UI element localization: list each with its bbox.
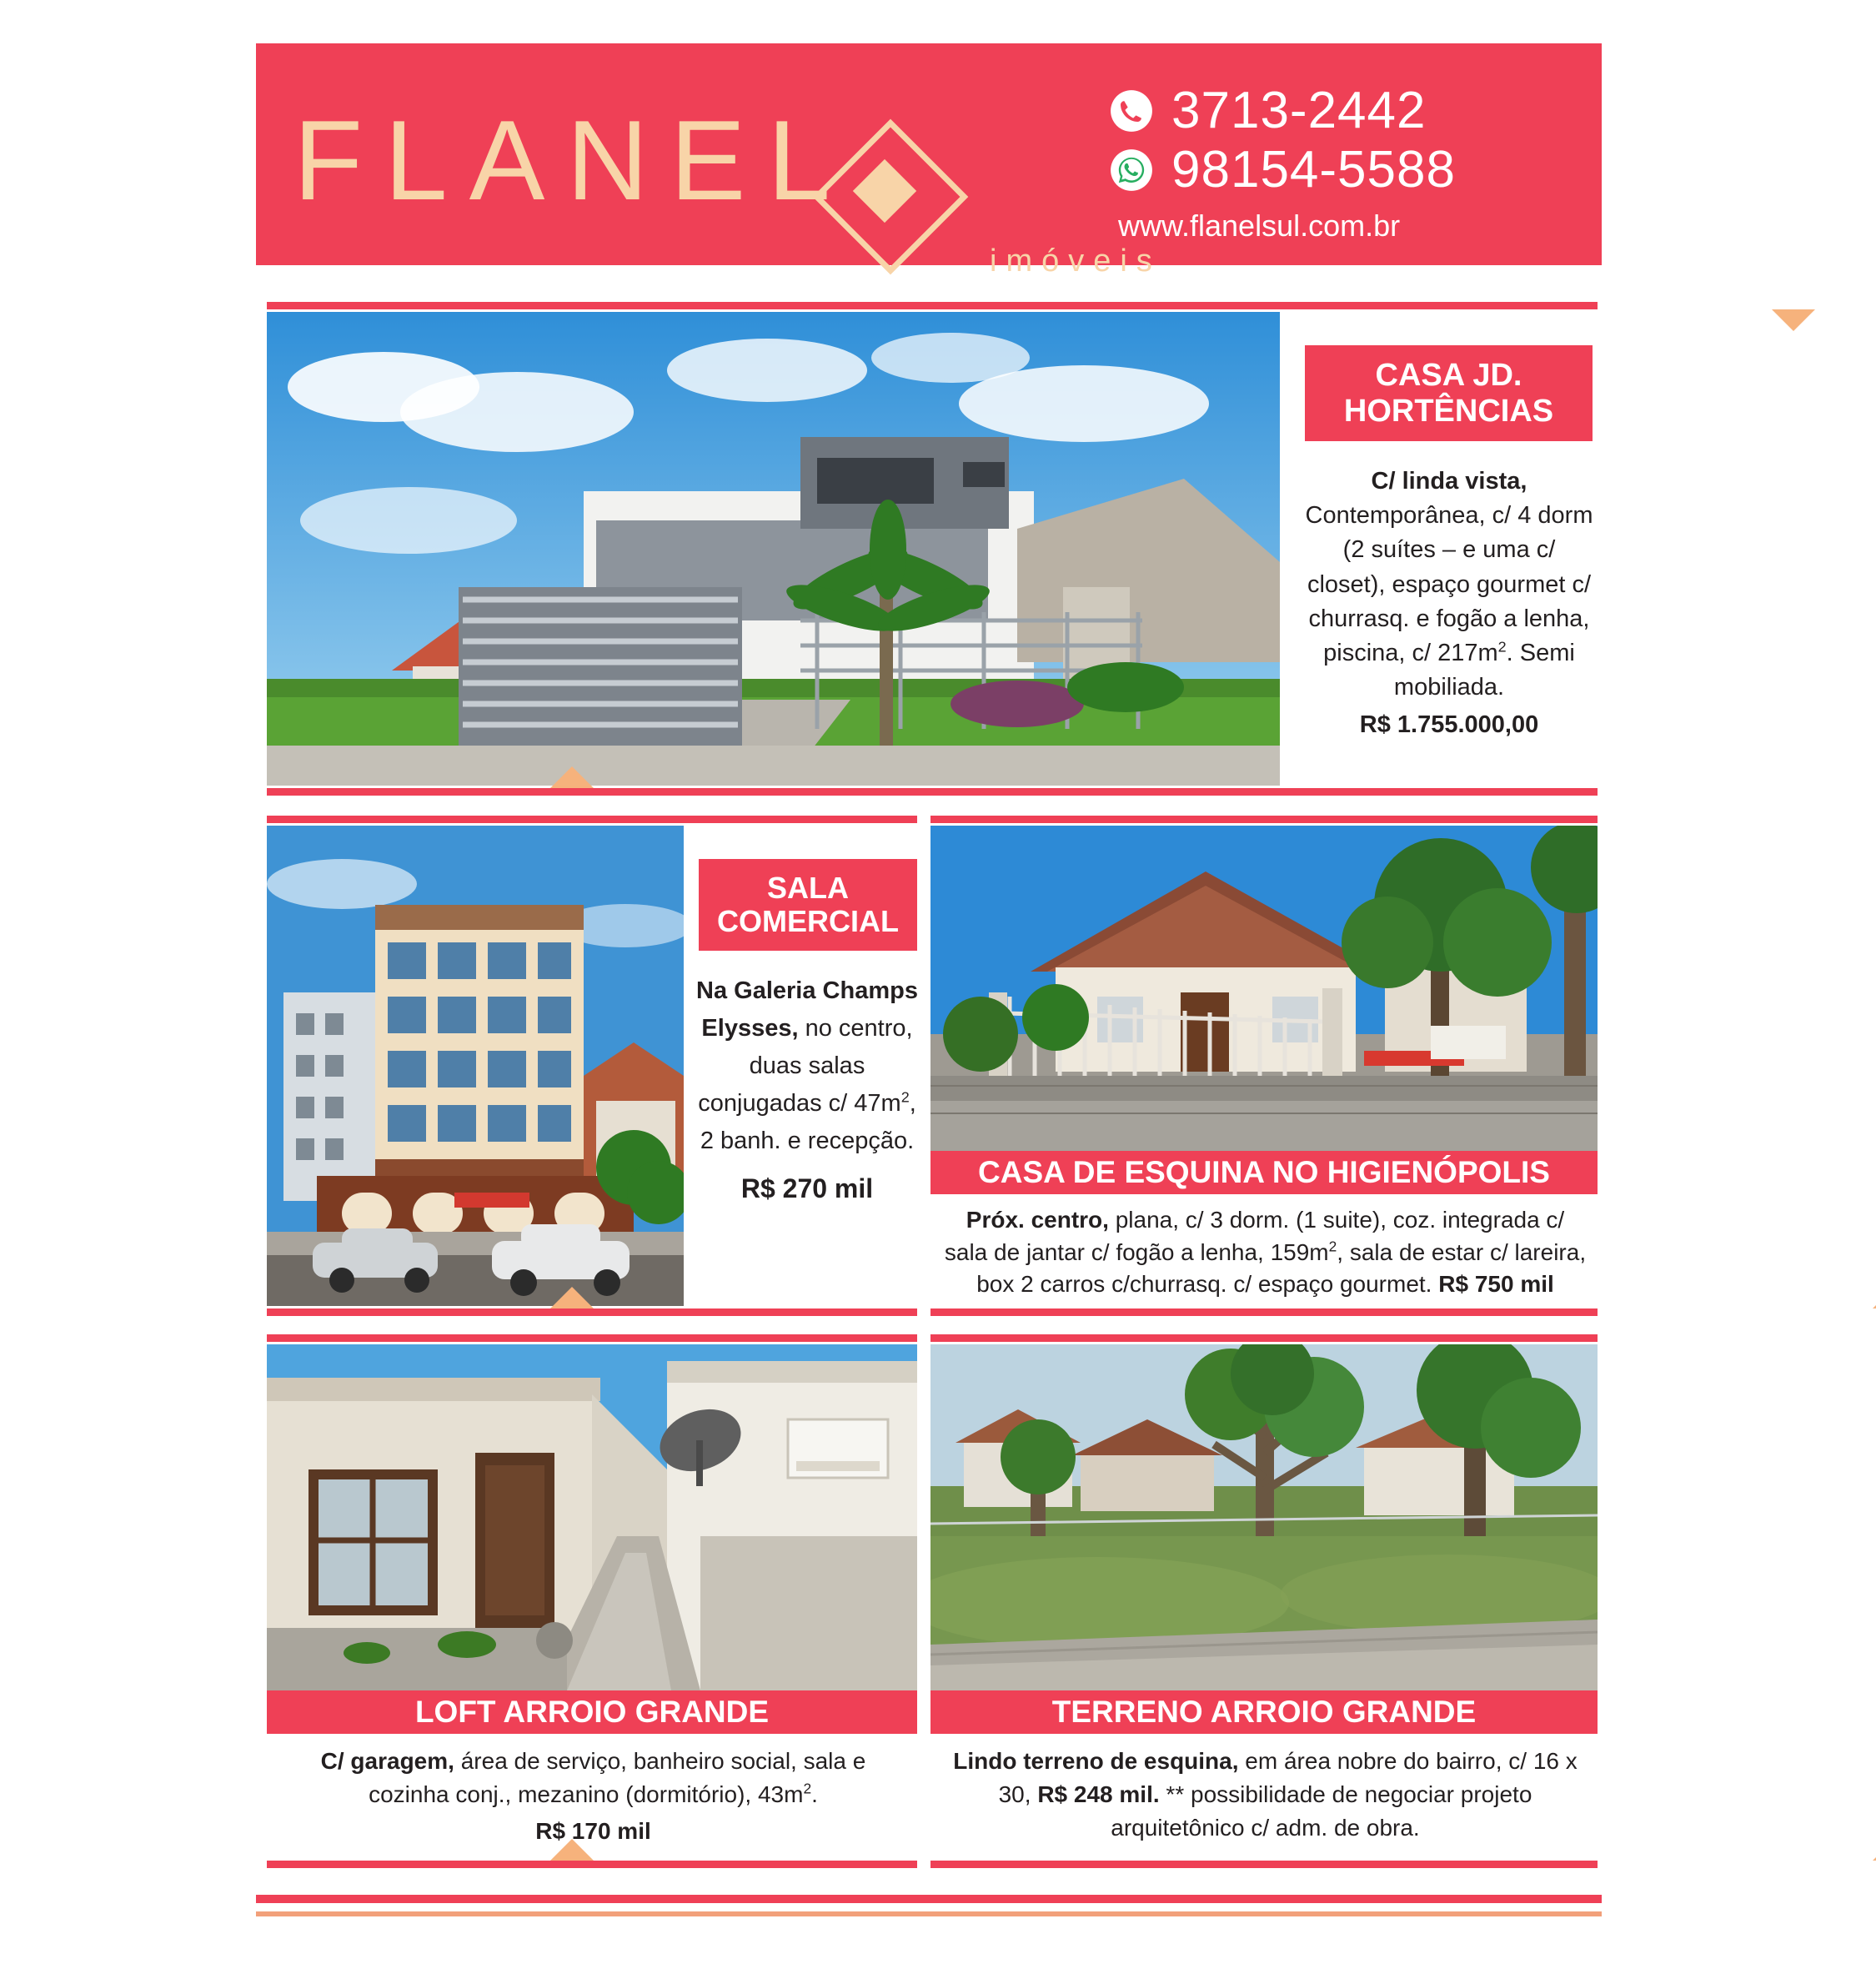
listing-price: R$ 270 mil [740,1173,874,1203]
listing-title-terreno-arroio-grande [930,1690,1598,1734]
title-text: LOFT ARROIO GRANDE [414,1695,770,1730]
title-line-2: COMERCIAL [717,904,899,938]
listing-description-loft-arroio-grande [278,1745,908,1847]
listing-card-sala-comercial[interactable] [267,816,917,1316]
triangle-marker-bottom-icon [1873,1287,1876,1308]
card-bottom-rule [267,788,1598,796]
card-top-rule [930,816,1598,823]
listing-body: em área nobre do bairro, c/ 16 x 30, [998,1748,1578,1807]
listing-photo-casa-jd-hortencias [267,312,1280,786]
listing-title-casa-jd-hortencias [1305,345,1593,441]
listing-photo-casa-esquina-higienopolis [930,826,1598,1151]
listing-card-casa-jd-hortencias[interactable] [267,302,1598,796]
triangle-marker-top-icon [1772,309,1815,331]
card-bottom-rule [930,1308,1598,1316]
brand-logo [256,43,1161,279]
title-line-1: SALA [767,870,849,905]
brand-logo-text: FLANEL [293,97,852,224]
listing-lead: C/ linda vista, [1371,468,1527,495]
listing-body: no centro, duas salas conjugadas c/ $47m^2$, 2 banh. e recepção. [698,1014,916,1154]
listing-description-terreno-arroio-grande [942,1745,1588,1844]
whatsapp-row[interactable] [1110,143,1577,197]
title-line-2: HORTÊNCIAS [1343,393,1554,429]
listing-description-casa-esquina-higienopolis [942,1204,1588,1301]
listing-price: R$ 750 mil [1438,1271,1554,1298]
listing-description-casa-jd-hortencias [1303,465,1595,742]
listing-body-after: ** possibilidade de negociar projeto arquitetônico c/ adm. de obra. [1111,1781,1532,1841]
triangle-marker-bottom-icon [550,766,594,788]
title-text: TERRENO ARROIO GRANDE [1051,1695,1477,1730]
listing-body: Contemporânea, c/ 4 dorm (2 suítes – e uma c/ closet), espaço gourmet c/ churrasq. e fogão a lenha, piscina, c/ $217m^2$. Semi mobiliada. [1305,502,1593,701]
card-top-rule [930,1334,1598,1342]
card-top-rule [267,816,917,823]
card-bottom-rule [267,1308,917,1316]
listing-card-loft-arroio-grande[interactable] [267,1334,917,1868]
brand-logo-subtitle: imóveis [990,244,1161,279]
listing-photo-sala-comercial [267,826,684,1306]
listing-title-casa-esquina-higienopolis [930,1151,1598,1194]
footer-rule-primary [256,1895,1602,1903]
listing-lead: C/ garagem, [320,1748,454,1774]
header-banner [256,43,1602,279]
contact-block [1110,83,1577,244]
title-line-1: CASA JD. [1375,357,1522,393]
listing-lead: Próx. centro, [966,1207,1109,1233]
card-bottom-rule [930,1861,1598,1868]
triangle-marker-bottom-icon [550,1287,594,1308]
listing-price: R$ 170 mil [535,1817,651,1844]
listing-price: R$ 248 mil. [1037,1781,1160,1807]
triangle-marker-bottom-icon [1873,1839,1876,1861]
listing-title-sala-comercial [699,859,917,951]
title-text: CASA DE ESQUINA NO HIGIENÓPOLIS [978,1155,1550,1190]
listing-price: R$ 1.755.000,00 [1359,711,1539,739]
listing-lead: Lindo terreno de esquina, [953,1748,1239,1774]
listing-lead: Na Galeria Champs Elysses, [696,977,918,1042]
phone-number: 3713-2442 [1171,82,1427,139]
whatsapp-icon [1110,148,1153,192]
listing-photo-terreno-arroio-grande [930,1344,1598,1690]
listing-card-casa-esquina-higienopolis[interactable] [930,816,1598,1316]
listing-photo-loft-arroio-grande [267,1344,917,1690]
listing-body: plana, c/ 3 dorm. (1 suite), coz. integrada c/ sala de jantar c/ fogão a lenha, $159m^2$, sala de estar c/ lareira, box 2 carros c/churrasq. c/ espaço gourmet. [944,1207,1587,1298]
card-top-rule [267,1334,917,1342]
card-bottom-rule [267,1861,917,1868]
whatsapp-number: 98154-5588 [1171,141,1456,199]
listing-description-sala-comercial [694,972,920,1209]
listing-body: área de serviço, banheiro social, sala e cozinha conj., mezanino (dormitório), $43m^2$. [369,1748,866,1807]
phone-row[interactable] [1110,83,1577,138]
listing-card-terreno-arroio-grande[interactable] [930,1334,1598,1868]
listing-title-loft-arroio-grande [267,1690,917,1734]
footer-rule-secondary [256,1911,1602,1916]
website-url[interactable]: www.flanelsul.com.br [1118,208,1401,244]
card-top-rule [267,302,1598,309]
phone-icon [1110,89,1153,133]
triangle-marker-bottom-icon [550,1839,594,1861]
